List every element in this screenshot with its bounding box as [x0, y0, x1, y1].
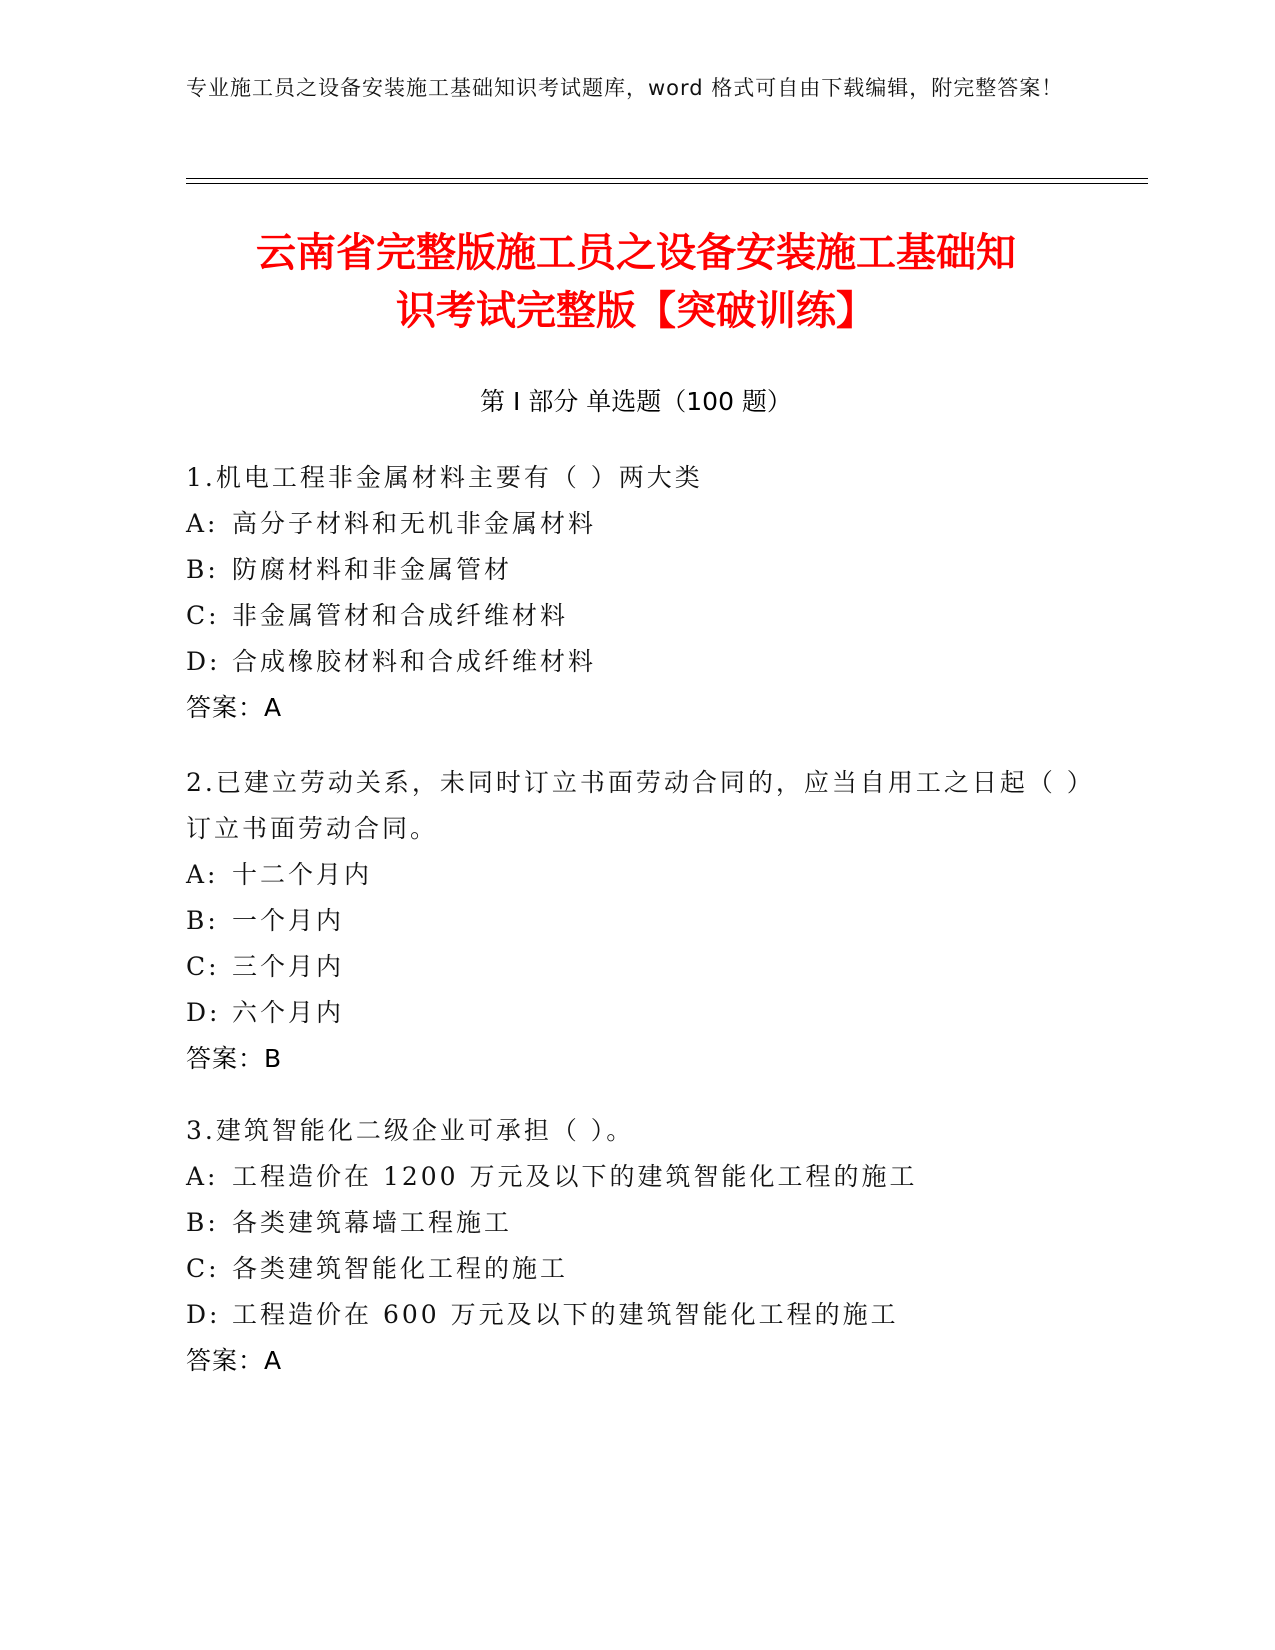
answer: 答案：B	[186, 1044, 283, 1073]
option-b	[186, 547, 1086, 593]
question-2	[186, 760, 1086, 1082]
option-key: A:	[186, 860, 219, 889]
question-1	[186, 455, 1086, 731]
option-text: 高分子材料和无机非金属材料	[232, 509, 597, 538]
option-key: C:	[186, 1254, 220, 1283]
option-key: D:	[186, 647, 221, 676]
header-note: 专业施工员之设备安装施工基础知识考试题库，word 格式可自由下载编辑，附完整答案！	[186, 76, 1064, 100]
question-3	[186, 1108, 1086, 1384]
option-c	[186, 1246, 1086, 1292]
option-text: 各类建筑智能化工程的施工	[232, 1254, 569, 1283]
document-title	[186, 224, 1086, 340]
header-rule-top	[186, 178, 1148, 179]
option-a	[186, 501, 1086, 547]
header-rule-bottom	[186, 183, 1148, 184]
option-text: 三个月内	[232, 952, 345, 981]
option-text: 防腐材料和非金属管材	[232, 555, 513, 584]
option-key: A:	[186, 1162, 219, 1191]
question-text: 2.已建立劳动关系，未同时订立书面劳动合同的，应当自用工之日起（ ）订立书面劳动合同。	[186, 768, 1083, 843]
option-text: 工程造价在 1200 万元及以下的建筑智能化工程的施工	[232, 1162, 918, 1191]
document-title-line-2: 识考试完整版【突破训练】	[396, 288, 876, 334]
option-key: B:	[186, 1208, 219, 1237]
option-c	[186, 944, 1086, 990]
question-text: 3.建筑智能化二级企业可承担（ ）。	[186, 1116, 635, 1145]
option-text: 六个月内	[232, 998, 345, 1027]
option-key: C:	[186, 601, 220, 630]
section-title: 第 I 部分 单选题（100 题）	[480, 387, 792, 416]
option-text: 工程造价在 600 万元及以下的建筑智能化工程的施工	[232, 1300, 899, 1329]
option-key: D:	[186, 1300, 221, 1329]
option-d	[186, 639, 1086, 685]
option-b	[186, 898, 1086, 944]
option-text: 十二个月内	[232, 860, 373, 889]
option-text: 非金属管材和合成纤维材料	[232, 601, 569, 630]
option-b	[186, 1200, 1086, 1246]
option-text: 一个月内	[232, 906, 345, 935]
option-d	[186, 990, 1086, 1036]
option-key: B:	[186, 906, 219, 935]
option-text: 各类建筑幕墙工程施工	[232, 1208, 513, 1237]
option-key: B:	[186, 555, 219, 584]
document-title-line-1: 云南省完整版施工员之设备安装施工基础知	[256, 230, 1016, 276]
answer: 答案：A	[186, 1346, 283, 1375]
option-c	[186, 593, 1086, 639]
option-a	[186, 1154, 1086, 1200]
option-key: A:	[186, 509, 219, 538]
option-a	[186, 852, 1086, 898]
option-d	[186, 1292, 1086, 1338]
option-text: 合成橡胶材料和合成纤维材料	[232, 647, 597, 676]
answer: 答案：A	[186, 693, 283, 722]
option-key: C:	[186, 952, 220, 981]
option-key: D:	[186, 998, 221, 1027]
question-text: 1.机电工程非金属材料主要有（ ）两大类	[186, 463, 703, 492]
